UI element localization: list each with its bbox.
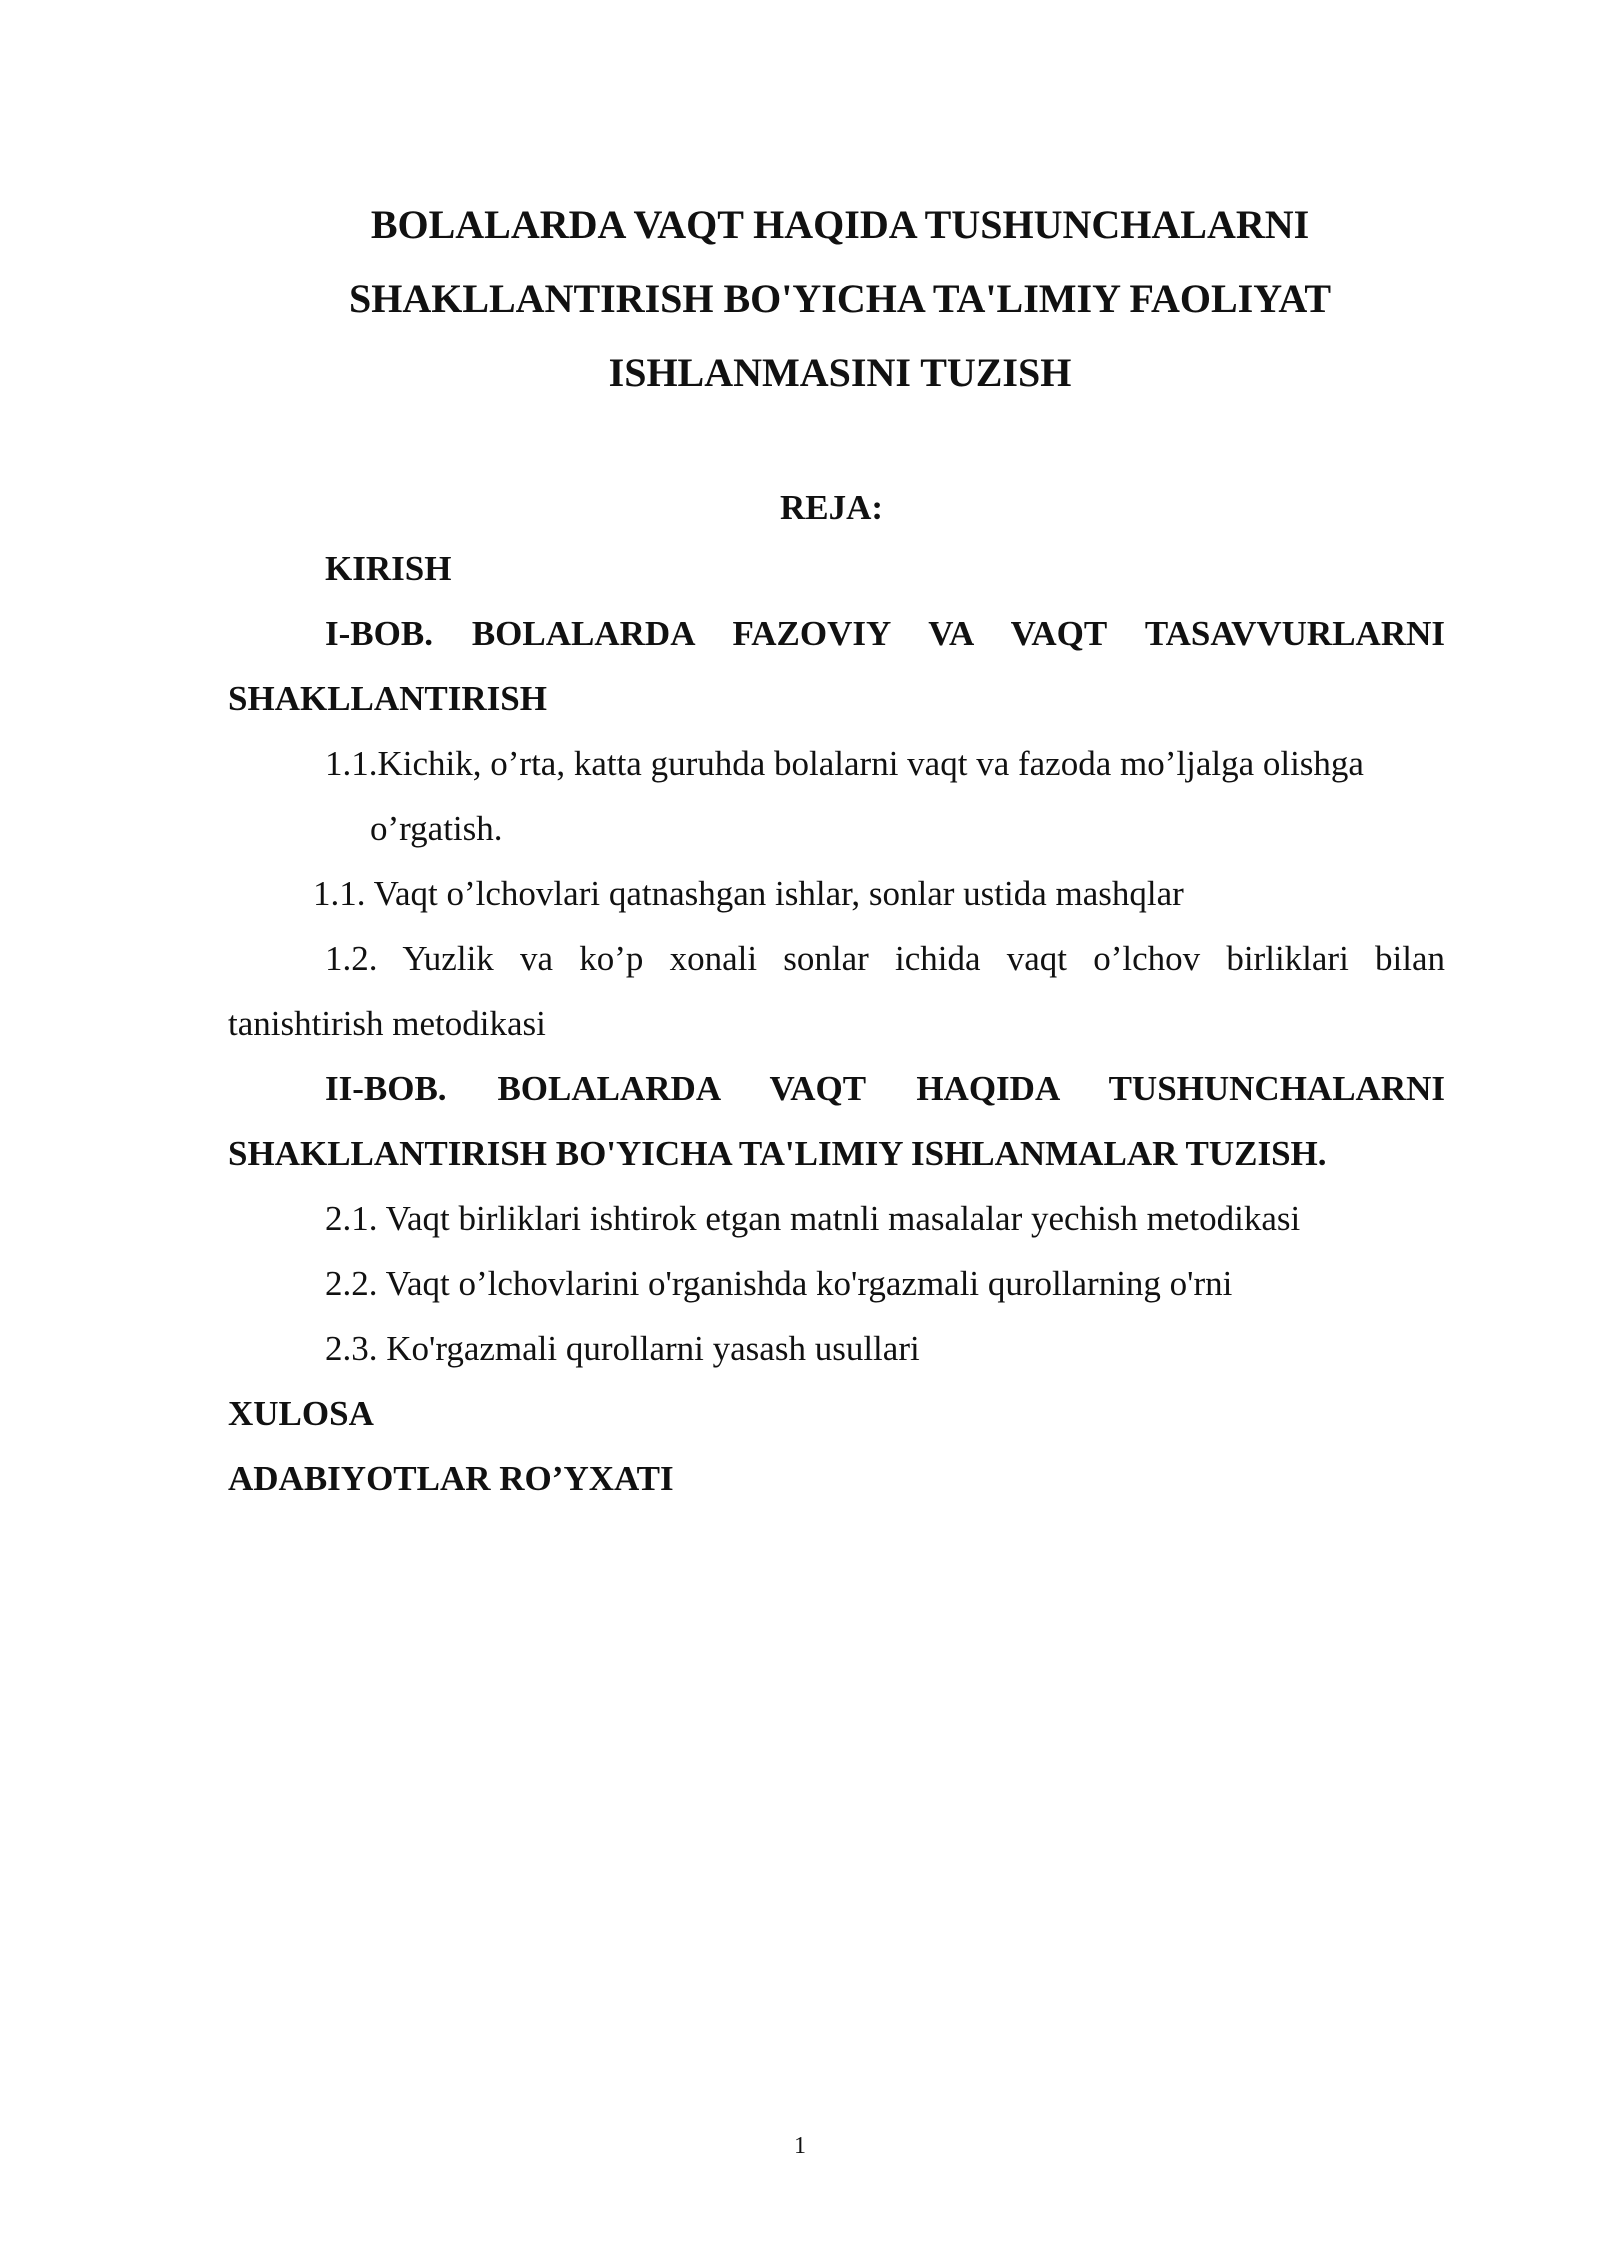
toc-references: ADABIYOTLAR RO’YXATI xyxy=(228,1459,674,1498)
page-number: 1 xyxy=(794,2133,806,2159)
toc-section-2-3: 2.3. Ko'rgazmali qurollarni yasash usullari xyxy=(325,1329,920,1368)
toc-section-1-1a-line-1: 1.1.Kichik, o’rta, katta guruhda bolalarni vaqt va fazoda mo’ljalga olishga xyxy=(325,744,1364,783)
toc-chapter-1-line-2: SHAKLLANTIRISH xyxy=(228,679,547,718)
document-title xyxy=(200,188,1480,410)
plan-heading: REJA: xyxy=(780,488,884,527)
title-line-3: ISHLANMASINI TUZISH xyxy=(608,350,1072,395)
title-line-2: SHAKLLANTIRISH BO'YICHA TA'LIMIY FAOLIYAT xyxy=(348,276,1332,321)
toc-section-2-1: 2.1. Vaqt birliklari ishtirok etgan matnli masalalar yechish metodikasi xyxy=(325,1199,1301,1238)
toc-section-1-1b: 1.1. Vaqt o’lchovlari qatnashgan ishlar, sonlar ustida mashqlar xyxy=(313,874,1184,913)
toc-section-1-2-line-2: tanishtirish metodikasi xyxy=(228,1004,546,1043)
title-line-1: BOLALARDA VAQT HAQIDA TUSHUNCHALARNI xyxy=(370,202,1310,247)
toc-section-1-2-line-1: 1.2. Yuzlik va ko’p xonali sonlar ichida vaqt o’lchov birliklari bilan xyxy=(325,939,1445,978)
toc-chapter-2-line-2: SHAKLLANTIRISH BO'YICHA TA'LIMIY ISHLANMALAR TUZISH. xyxy=(228,1134,1327,1173)
toc-section-2-2: 2.2. Vaqt o’lchovlarini o'rganishda ko'rgazmali qurollarning o'rni xyxy=(325,1264,1233,1303)
toc-chapter-1-line-1: I-BOB. BOLALARDA FAZOVIY VA VAQT TASAVVURLARNI xyxy=(325,614,1445,653)
toc-intro: KIRISH xyxy=(325,549,452,588)
toc-conclusion: XULOSA xyxy=(228,1394,374,1433)
toc-section-1-1a-line-2: o’rgatish. xyxy=(370,809,503,848)
toc-chapter-2-line-1: II-BOB. BOLALARDA VAQT HAQIDA TUSHUNCHALARNI xyxy=(325,1069,1445,1108)
